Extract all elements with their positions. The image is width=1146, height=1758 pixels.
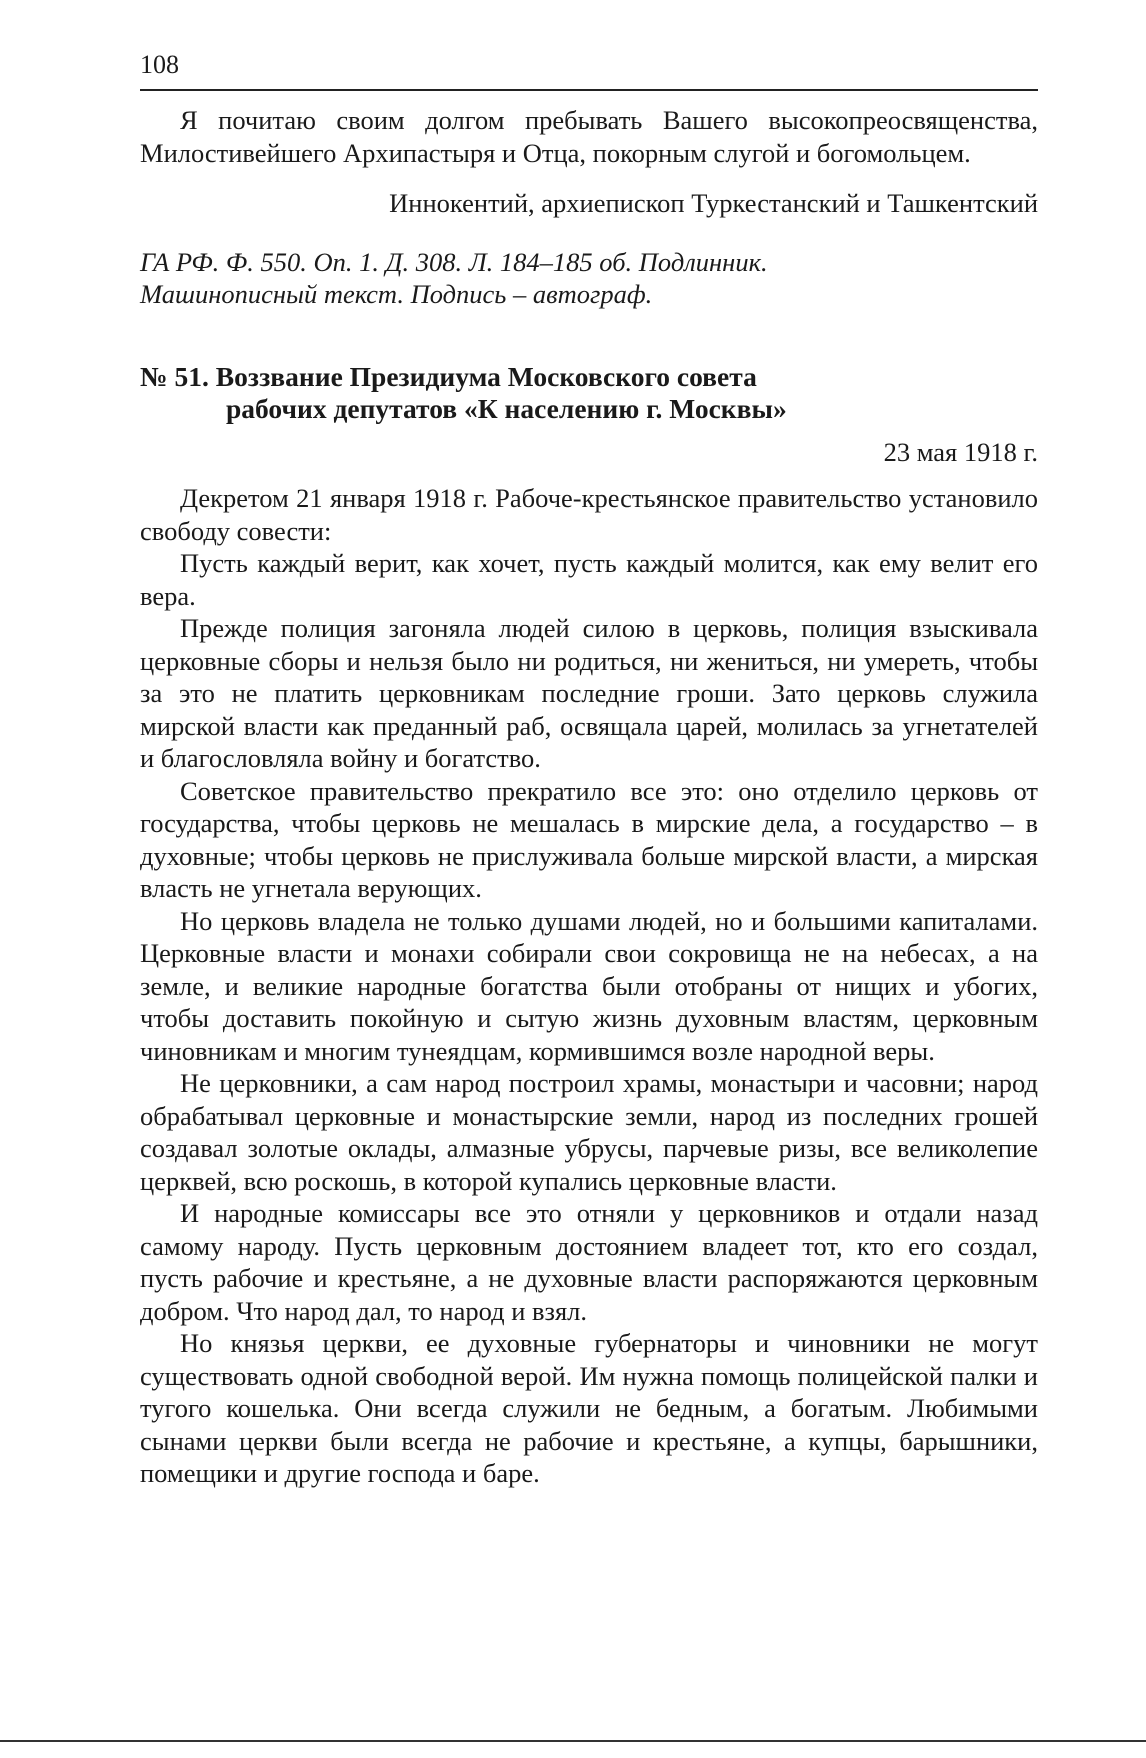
body-paragraph: Советское правительство прекратило все это: оно отделило церковь от государства, чтобы церковь не мешалась в мирские дела, а государство – в духовные; чтобы церковь не прислуживала больше мирской власти, а мирская власть не угнетала верующих. [140, 775, 1038, 903]
page-number: 108 [140, 50, 179, 79]
body-paragraph: Но князья церкви, ее духовные губернаторы и чиновники не могут существовать одной свободной верой. Им нужна помощь полицейской палки и тугого кошелька. Они всегда служили не бедным, а богатым. Любимыми сынами церкви были всегда не рабочие и крестьяне, а купцы, барышники, помещики и другие господа и баре. [140, 1328, 1038, 1488]
title-line-2: рабочих депутатов «К населению г. Москвы» [226, 393, 787, 424]
document-date: 23 мая 1918 г. [883, 436, 1038, 467]
document-number: № 51. [140, 360, 209, 392]
archive-source-note [140, 246, 1038, 311]
source-line-2: Машинописный текст. Подпись – автограф. [140, 279, 653, 309]
title-line-1: Воззвание Президиума Московского совета [215, 360, 757, 392]
body-paragraph: И народные комиссары все это отняли у церковников и отдали назад самому народу. Пусть церковным достоянием владеет тот, кто его создал, пусть рабочие и крестьяне, а не духовные власти распоряжаются церковным добром. Что народ дал, то народ и взял. [140, 1198, 1038, 1326]
document-title [140, 361, 1038, 426]
body-paragraph: Пусть каждый верит, как хочет, пусть каждый молится, как ему велит его вера. [140, 548, 1038, 611]
body-paragraph: Декретом 21 января 1918 г. Рабоче-крестьянское правительство установило свободу совести: [140, 483, 1038, 546]
source-line-1: ГА РФ. Ф. 550. Оп. 1. Д. 308. Л. 184–185 об. Подлинник. [140, 246, 768, 277]
closing-paragraph: Я почитаю своим долгом пребывать Вашего высокопреосвященства, Милостивейшего Архипастыря и Отца, покорным слугой и богомольцем. [140, 105, 1038, 168]
body-paragraph: Не церковники, а сам народ построил храмы, монастыри и часовни; народ обрабатывал церковные и монастырские земли, народ из последних грошей создавал золотые оклады, алмазные убрусы, парчевые ризы, все великолепие церквей, всю роскошь, в которой купались церковные власти. [140, 1068, 1038, 1196]
body-paragraph: Прежде полиция загоняла людей силою в церковь, полиция взыскивала церковные сборы и нельзя было ни родиться, ни жениться, ни умереть, чтобы за это не платить церковникам последние гроши. Зато церковь служила мирской власти как преданный раб, освящала царей, молилась за угнетателей и благословляла войну и богатство. [140, 613, 1038, 773]
page-content [140, 104, 1038, 1490]
header-rule [140, 89, 1038, 91]
body-paragraph: Но церковь владела не только душами людей, но и большими капиталами. Церковные власти и монахи собирали свои сокровища не на небесах, а на земле, и великие народные богатства были отобраны от нищих и убогих, чтобы доставить покойную и сытую жизнь духовным властям, церковным чиновникам и многим тунеядцам, кормившимся возле народной веры. [140, 905, 1038, 1066]
signature: Иннокентий, архиепископ Туркестанский и Ташкентский [389, 188, 1038, 218]
bottom-edge-line [0, 1740, 1146, 1742]
